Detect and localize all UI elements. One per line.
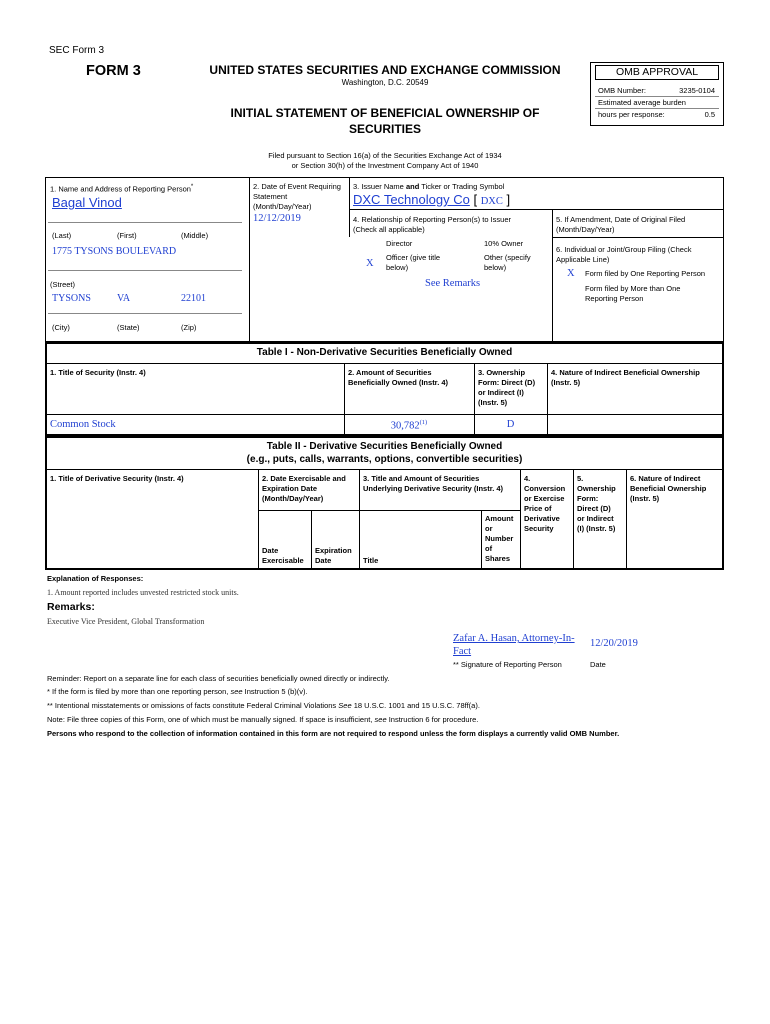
sec-form-label: SEC Form 3: [49, 45, 105, 56]
reporting-person-label: 1. Name and Address of Reporting Person*: [50, 184, 194, 194]
one-person-label: Form filed by One Reporting Person: [585, 269, 706, 278]
relationship-label: 4. Relationship of Reporting Person(s) to Issuer (Check all applicable): [353, 215, 511, 234]
table-2-sub-date-exercisable: Date Exercisable: [262, 546, 304, 565]
filing-label: 6. Individual or Joint/Group Filing (Check Applicable Line): [556, 245, 692, 264]
more-persons-label: Form filed by More than One Reporting Person: [585, 284, 681, 303]
table-2-sub-title: Title: [363, 556, 379, 565]
explanation-label: Explanation of Responses:: [47, 574, 144, 583]
reporting-person-name[interactable]: Bagal Vinod: [52, 195, 122, 210]
omb-number-label: OMB Number:: [598, 86, 646, 95]
middle-label: (Middle): [181, 231, 209, 240]
table-2-col-conversion: 4. Conversion or Exercise Price of Derivative Security: [524, 474, 566, 533]
omb-burden-label: Estimated average burden: [598, 98, 686, 107]
officer-label: Officer (give title below): [386, 253, 441, 272]
issuer-name[interactable]: DXC Technology Co: [353, 192, 470, 207]
other-label: Other (specify below): [484, 253, 531, 272]
city-value: TYSONS: [52, 293, 91, 304]
footnote-note: Note: File three copies of this Form, one of which must be manually signed. If space is insufficient, see Instruction 6 for procedure.: [47, 715, 479, 724]
commission-title: UNITED STATES SECURITIES AND EXCHANGE COMMISSION: [209, 63, 561, 77]
state-label: (State): [117, 323, 140, 332]
omb-approval-title: OMB APPROVAL: [595, 65, 719, 80]
omb-hours-value: 0.5: [704, 110, 715, 119]
signature-date-label: Date: [590, 660, 606, 669]
city-label: (City): [52, 323, 70, 332]
remarks-text: Executive Vice President, Global Transformation: [47, 617, 205, 626]
table-2-col-nature: 6. Nature of Indirect Beneficial Ownership (Instr. 5): [630, 474, 707, 503]
last-label: (Last): [52, 231, 72, 240]
table-row-ownership: D: [506, 419, 515, 430]
footnote-asterisk: * If the form is filed by more than one reporting person, see Instruction 5 (b)(v).: [47, 687, 308, 696]
first-label: (First): [117, 231, 137, 240]
street-label: (Street): [50, 280, 76, 289]
table-1-col-ownership: 3. Ownership Form: Direct (D) or Indirect (I) (Instr. 5): [478, 368, 536, 407]
event-date-value: 12/12/2019: [253, 213, 301, 224]
table-1-col-title: 1. Title of Security (Instr. 4): [50, 368, 146, 377]
zip-value: 22101: [181, 293, 206, 304]
amendment-label: 5. If Amendment, Date of Original Filed (Month/Day/Year): [556, 215, 686, 234]
table-2-col-ownership: 5. Ownership Form: Direct (D) or Indirect (I) (Instr. 5): [577, 474, 616, 533]
table-2-col-title: 1. Title of Derivative Security (Instr. 4): [50, 474, 184, 483]
signature-label: ** Signature of Reporting Person: [453, 660, 562, 669]
table-1-col-amount: 2. Amount of Securities Beneficially Owned (Instr. 4): [348, 368, 449, 387]
table-row-security: Common Stock: [50, 419, 116, 430]
omb-number-value: 3235-0104: [679, 86, 715, 95]
signature-name[interactable]: Zafar A. Hasan, Attorney-In- Fact: [453, 633, 575, 657]
event-date-label: 2. Date of Event Requiring Statement (Month/Day/Year): [253, 182, 341, 211]
omb-disclaimer: Persons who respond to the collection of information contained in this form are not required to respond unless the form displays a currently valid OMB Number.: [47, 729, 620, 738]
issuer-name-line: DXC Technology Co [ DXC ]: [353, 192, 511, 207]
filed-pursuant: Filed pursuant to Section 16(a) of the Securities Exchange Act of 1934 or Section 30(h) of the Investment Company Act of 1940: [268, 151, 502, 170]
table-2-sub-expiration: Expiration Date: [315, 546, 352, 565]
reminder-text: Reminder: Report on a separate line for each class of securities beneficially owned directly or indirectly.: [47, 674, 390, 683]
form-number: FORM 3: [86, 63, 141, 79]
one-person-checkmark: X: [567, 268, 575, 279]
table-1-col-nature: 4. Nature of Indirect Beneficial Ownership (Instr. 5): [551, 368, 700, 387]
table-2-col-underlying: 3. Title and Amount of Securities Underlying Derivative Security (Instr. 4): [363, 474, 504, 493]
table-row-amount: 30,782$^{(1)}$: [390, 419, 428, 432]
table-2-col-dates: 2. Date Exercisable and Expiration Date (Month/Day/Year): [262, 474, 346, 503]
signature-date: 12/20/2019: [590, 638, 638, 649]
explanation-item: 1. Amount reported includes unvested restricted stock units.: [47, 588, 239, 597]
officer-title: See Remarks: [425, 278, 481, 289]
statement-title: INITIAL STATEMENT OF BENEFICIAL OWNERSHIP OF SECURITIES: [230, 106, 540, 136]
officer-checkmark: X: [366, 258, 374, 269]
director-label: Director: [386, 239, 413, 248]
zip-label: (Zip): [181, 323, 197, 332]
table-2-title: Table II - Derivative Securities Beneficially Owned (e.g., puts, calls, warrants, options, convertible securities): [246, 441, 523, 465]
issuer-ticker: DXC: [480, 196, 503, 207]
state-value: VA: [117, 293, 131, 304]
remarks-label: Remarks:: [47, 601, 95, 613]
footnote-double-asterisk: ** Intentional misstatements or omissions of facts constitute Federal Criminal Violations See 18 U.S.C. 1001 and 15 U.S.C. 78ff(a).: [47, 701, 480, 710]
omb-hours-label: hours per response:: [598, 110, 665, 119]
table-2-sub-amount: Amount or Number of Shares: [485, 514, 514, 563]
commission-location: Washington, D.C. 20549: [341, 78, 429, 87]
street-value: 1775 TYSONS BOULEVARD: [52, 246, 177, 257]
ten-percent-owner-label: 10% Owner: [484, 239, 524, 248]
table-1-title: Table I - Non-Derivative Securities Beneficially Owned: [256, 347, 513, 358]
issuer-label: 3. Issuer Name and Ticker or Trading Symbol: [353, 182, 505, 191]
